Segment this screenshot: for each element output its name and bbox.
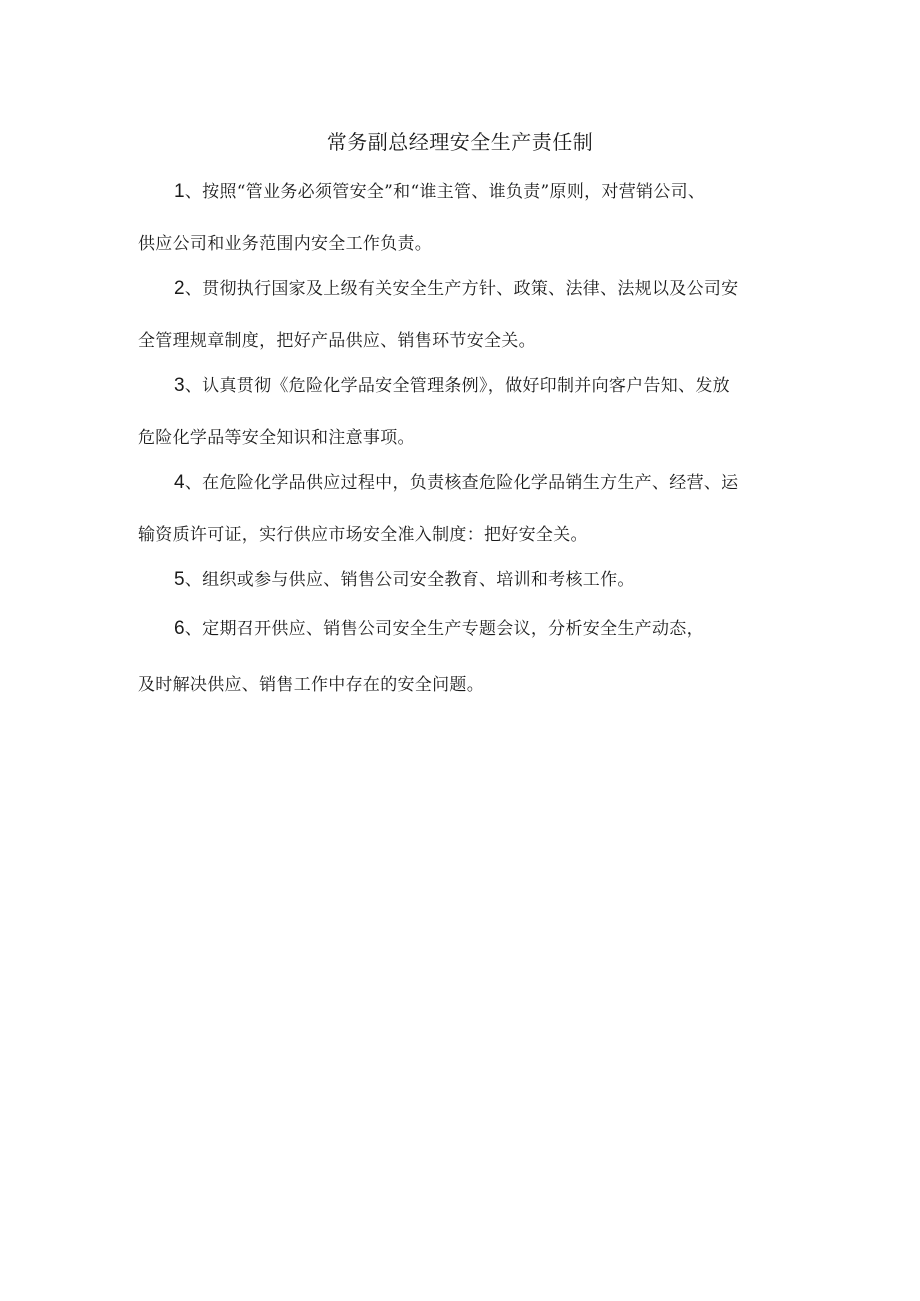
clause-number: 3 — [174, 375, 185, 396]
clause-text: 、贯彻执行国家及上级有关安全生产方针、政策、法律、法规以及公司安 — [184, 279, 739, 299]
clause-4 — [138, 457, 788, 561]
clause-number: 1 — [174, 181, 185, 202]
clause-text: 、按照“管业务必须管安全”和“谁主管、谁负责”原则，对营销公司、 — [184, 182, 706, 202]
clause-number: 5 — [174, 569, 185, 590]
clause-text-continued: 危险化学品等安全知识和注意事项。 — [138, 428, 415, 448]
clause-text: 、定期召开供应、销售公司安全生产专题会议，分析安全生产动态， — [184, 619, 704, 639]
clause-number: 6 — [174, 618, 185, 639]
clause-5 — [138, 554, 788, 606]
page-title: 常务副总经理安全生产责任制 — [326, 130, 594, 154]
clause-text-continued: 供应公司和业务范围内安全工作负责。 — [138, 234, 433, 254]
clause-3 — [138, 360, 788, 464]
clause-number: 2 — [174, 278, 185, 299]
clause-6 — [138, 603, 788, 711]
clause-2 — [138, 263, 788, 367]
clause-text-continued: 及时解决供应、销售工作中存在的安全问题。 — [138, 675, 484, 695]
clause-text: 、组织或参与供应、销售公司安全教育、培训和考核工作。 — [184, 570, 635, 590]
clause-text: 、在危险化学品供应过程中，负责核查危险化学品销生方生产、经营、运 — [184, 473, 739, 493]
clause-text: 、认真贯彻《危险化学品安全管理条例》，做好印制并向客户告知、发放 — [184, 376, 730, 396]
clause-number: 4 — [174, 472, 185, 493]
clause-text-continued: 全管理规章制度，把好产品供应、销售环节安全关。 — [138, 331, 536, 351]
clause-text-continued: 输资质许可证，实行供应市场安全准入制度：把好安全关。 — [138, 525, 588, 545]
clause-1 — [138, 166, 788, 270]
